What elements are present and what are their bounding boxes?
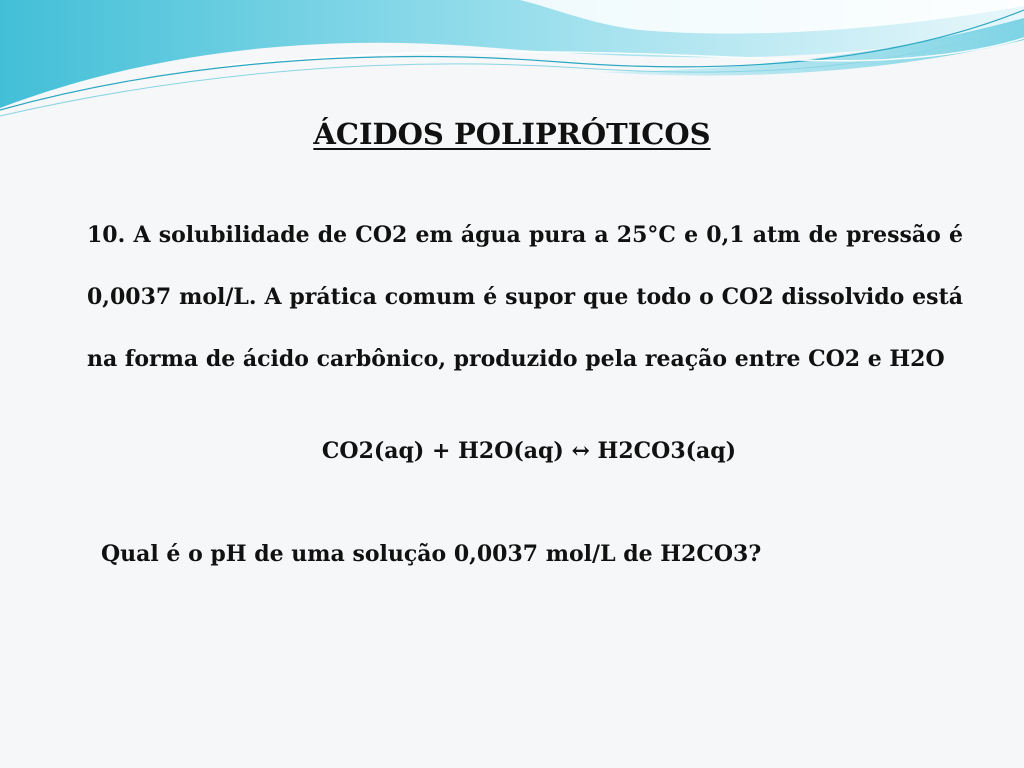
problem-statement: 10. A solubilidade de CO2 em água pura a 25°C e 0,1 atm de pressão é 0,0037 mol/L. A prática comum é supor que todo o CO2 dissolvido está na forma de ácido carbônico, produzido pela reação entre CO2 e H2O — [87, 222, 963, 372]
question-text: Qual é o pH de uma solução 0,0037 mol/L de H2CO3? — [101, 541, 762, 567]
chemical-equation: CO2(aq) + H2O(aq) ↔ H2CO3(aq) — [321, 438, 737, 464]
slide-title-text: ÁCIDOS POLIPRÓTICOS — [313, 117, 711, 151]
slide-title — [0, 114, 1024, 154]
decorative-wave-header — [0, 0, 1024, 130]
